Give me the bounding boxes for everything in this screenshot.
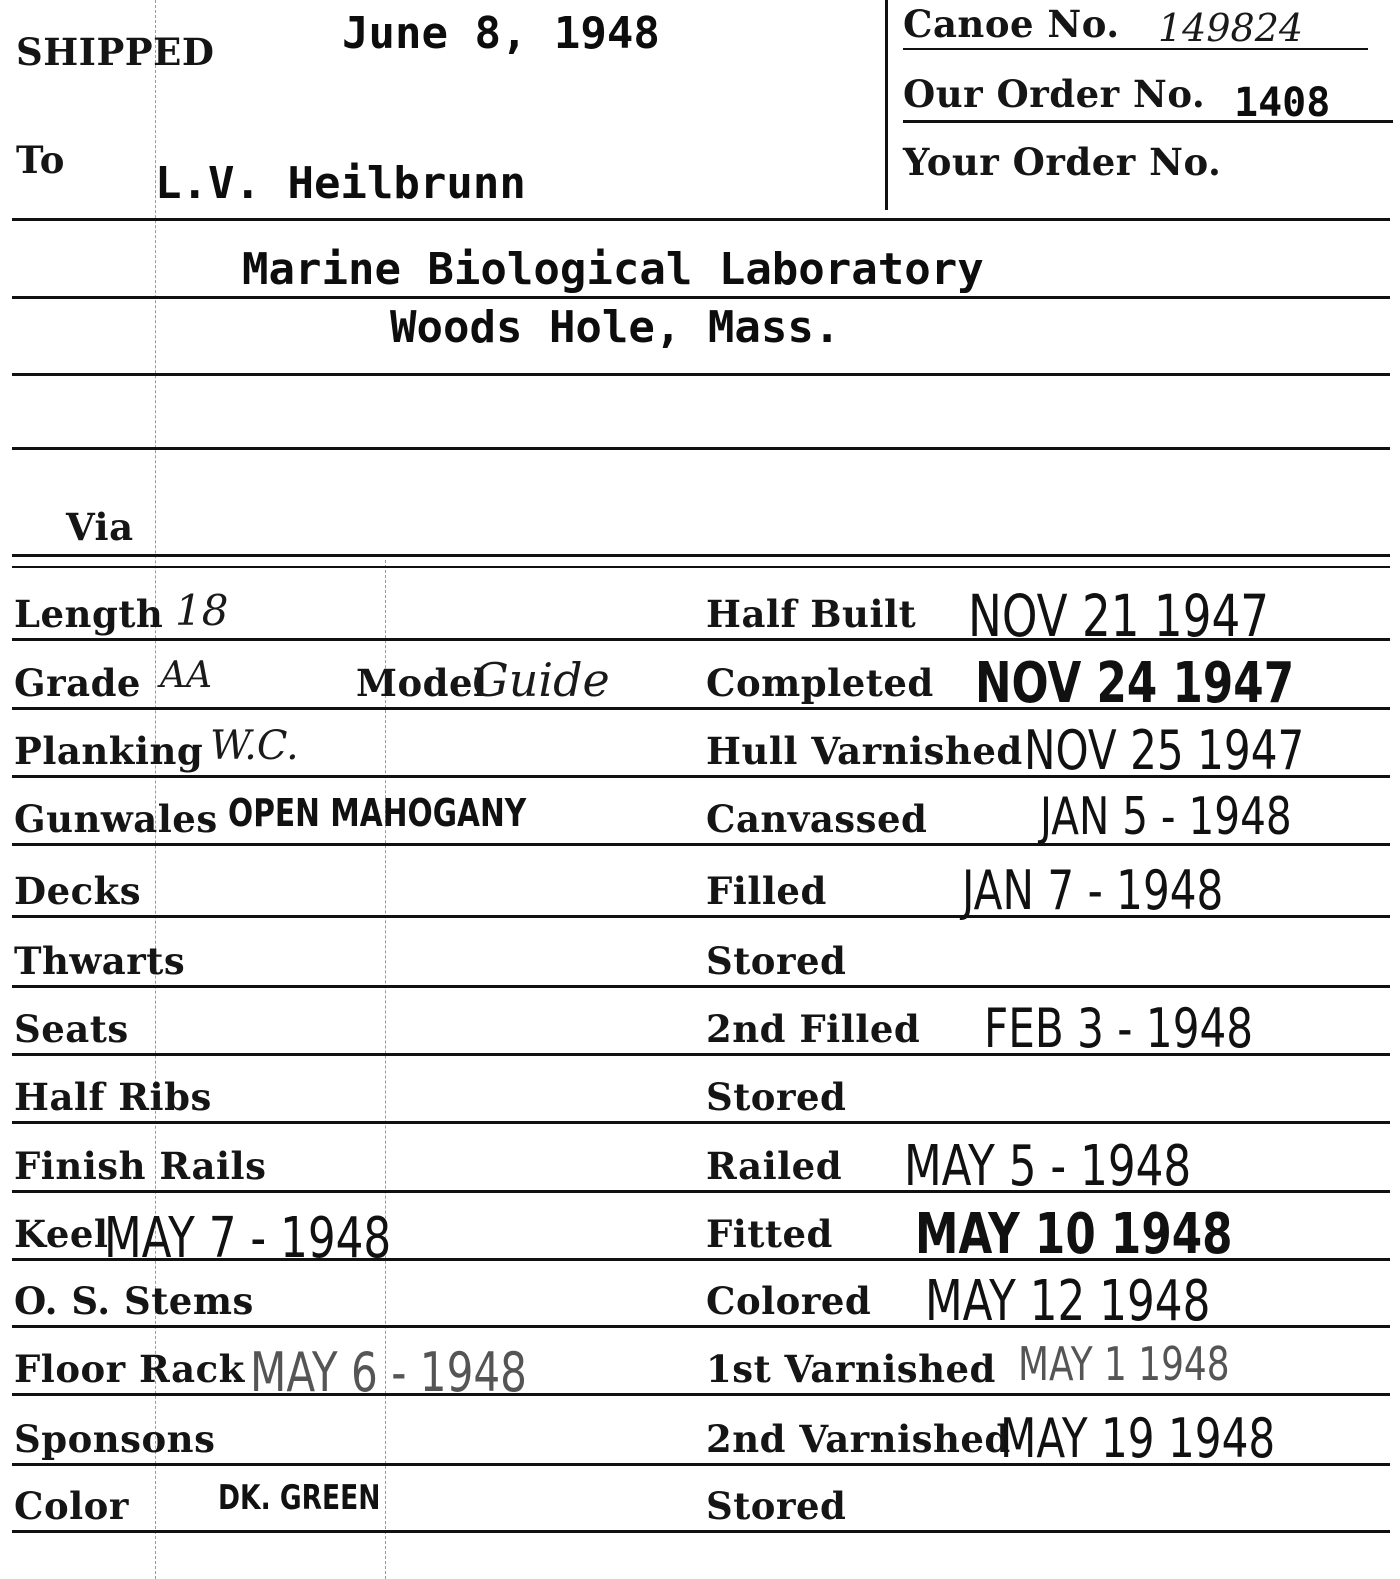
header-divider (885, 0, 888, 210)
right-row-value: MAY 19 1948 (1000, 1407, 1276, 1470)
right-row-value: NOV 24 1947 (975, 651, 1295, 716)
left-row-label: Half Ribs (14, 1075, 212, 1119)
left-row-label: Seats (14, 1007, 129, 1051)
row-rule (12, 985, 1390, 988)
left-row-value: AA (160, 655, 212, 696)
right-row-label: Stored (706, 1484, 847, 1528)
rule-to (12, 218, 1390, 221)
left-row-value: MAY 6 - 1948 (250, 1341, 527, 1404)
right-row-label: Stored (706, 1075, 847, 1119)
right-row-label: Canvassed (706, 797, 928, 841)
your-order-label: Your Order No. (903, 140, 1222, 184)
address-line-1: Marine Biological Laboratory (242, 244, 984, 295)
via-label: Via (66, 505, 134, 549)
left-row-label: Planking (14, 729, 204, 773)
left-row-label: Grade (14, 661, 141, 705)
rule-address-3 (12, 447, 1390, 450)
right-row-value: NOV 25 1947 (1024, 719, 1305, 782)
canoe-no-label: Canoe No. (903, 2, 1120, 46)
rule-address-2 (12, 373, 1390, 376)
right-row-label: 2nd Filled (706, 1007, 921, 1051)
right-row-value: FEB 3 - 1948 (984, 997, 1254, 1060)
right-row-label: Completed (706, 661, 934, 705)
left-row-value: OPEN MAHOGANY (228, 791, 527, 835)
right-row-label: Colored (706, 1279, 872, 1323)
left-row-label: Sponsons (14, 1417, 216, 1461)
row-rule (12, 1121, 1390, 1124)
left-row-label: Decks (14, 869, 142, 913)
left-row-label: O. S. Stems (14, 1279, 254, 1323)
right-row-label: 2nd Varnished (706, 1417, 1011, 1461)
left-row-value: DK. GREEN (218, 1478, 381, 1518)
rule-via (12, 554, 1390, 557)
left-row-value: MAY 7 - 1948 (104, 1206, 392, 1271)
rule-via-double (12, 566, 1390, 568)
right-row-label: Filled (706, 869, 827, 913)
guide-mark-middle (385, 560, 387, 1579)
left-row-value: 18 (175, 586, 229, 635)
right-row-value: JAN 7 - 1948 (962, 859, 1224, 922)
canoe-no-value: 149824 (1158, 6, 1304, 50)
left-row-label: Thwarts (14, 939, 186, 983)
left-row-label: Gunwales (14, 797, 218, 841)
row-rule (12, 1393, 1390, 1396)
right-row-label: Hull Varnished (706, 729, 1023, 773)
right-row-value: MAY 12 1948 (925, 1269, 1211, 1334)
left-row-label: Color (14, 1484, 129, 1528)
our-order-value: 1408 (1234, 80, 1331, 126)
left-row-value: W.C. (210, 723, 299, 769)
right-row-value: JAN 5 - 1948 (1040, 787, 1292, 847)
our-order-label: Our Order No. (903, 72, 1206, 116)
row-rule (12, 1530, 1390, 1533)
model-label: Model (356, 661, 488, 705)
left-row-label: Length (14, 592, 164, 636)
guide-mark-left (155, 0, 157, 1579)
right-row-label: Railed (706, 1144, 843, 1188)
right-row-value: MAY 5 - 1948 (904, 1134, 1192, 1199)
model-value: Guide (472, 653, 610, 707)
right-row-value: NOV 21 1947 (968, 582, 1270, 650)
right-row-value: MAY 10 1948 (915, 1202, 1233, 1267)
left-row-label: Keel (14, 1212, 109, 1256)
shipped-label: SHIPPED (16, 30, 215, 74)
right-row-label: Half Built (706, 592, 917, 636)
right-row-label: Fitted (706, 1212, 833, 1256)
recipient-name: L.V. Heilbrunn (155, 158, 526, 209)
left-row-label: Floor Rack (14, 1347, 245, 1391)
right-row-label: 1st Varnished (706, 1347, 996, 1391)
right-row-value: MAY 1 1948 (1018, 1337, 1230, 1391)
right-row-label: Stored (706, 939, 847, 983)
to-label: To (16, 138, 65, 182)
left-row-label: Finish Rails (14, 1144, 267, 1188)
shipped-date: June 8, 1948 (342, 8, 660, 59)
rule-address-1 (12, 296, 1390, 299)
address-line-2: Woods Hole, Mass. (390, 302, 841, 353)
